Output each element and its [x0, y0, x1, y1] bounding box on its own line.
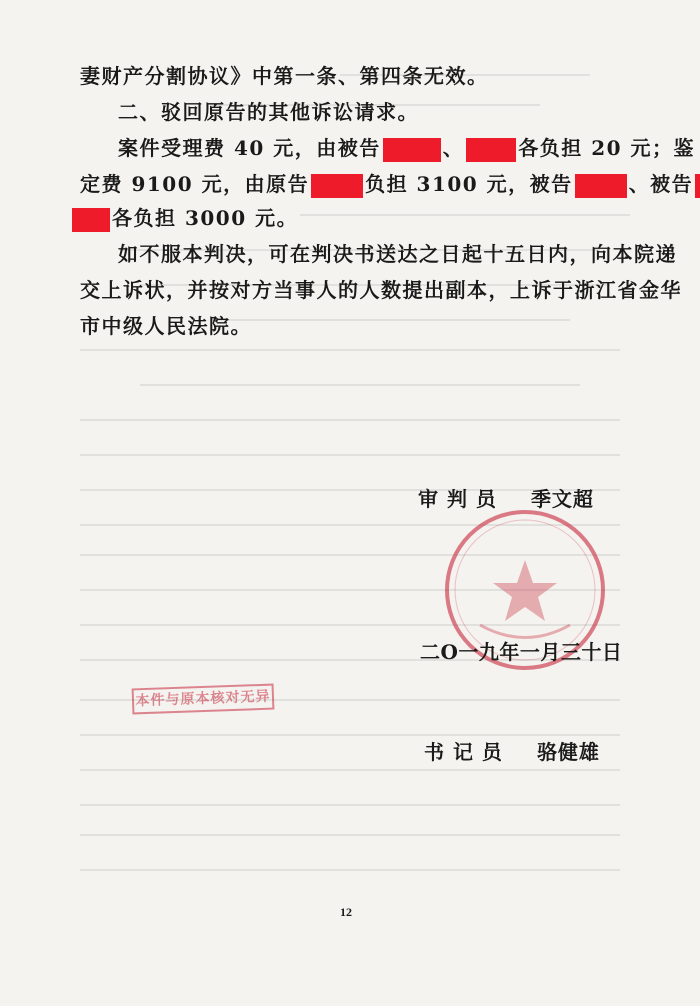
body-line-4-text-c: 、被告 — [628, 172, 694, 196]
judge-name: 季文超 — [530, 487, 594, 511]
body-line-8: 市中级人民法院。 — [80, 314, 252, 338]
body-line-5-text: 各负担 3000 元。 — [112, 206, 299, 230]
body-line-3 — [118, 134, 695, 162]
clerk-role: 书 记 员 — [424, 740, 503, 764]
redaction-box — [466, 138, 516, 162]
clerk-signature — [424, 736, 600, 765]
judge-signature — [418, 483, 594, 512]
body-line-1: 妻财产分割协议》中第一条、第四条无效。 — [80, 64, 489, 88]
redaction-box — [383, 138, 441, 162]
redaction-box — [72, 208, 110, 232]
redaction-box — [311, 174, 363, 198]
clerk-name: 骆健雄 — [536, 740, 600, 764]
redaction-box — [575, 174, 627, 198]
body-line-3-text-b: 、 — [442, 136, 465, 160]
judge-role: 审 判 员 — [418, 487, 497, 511]
body-line-7: 交上诉状，并按对方当事人的人数提出副本，上诉于浙江省金华 — [80, 278, 682, 302]
body-line-4 — [80, 170, 700, 198]
page-number: 12 — [340, 905, 352, 919]
body-line-5 — [70, 204, 298, 232]
body-line-3-text-c: 各负担 20 元；鉴 — [518, 136, 696, 160]
body-line-6: 如不服本判决，可在判决书送达之日起十五日内，向本院递 — [118, 242, 677, 266]
redaction-box — [695, 174, 700, 198]
body-line-4-text-b: 负担 3100 元，被告 — [365, 172, 573, 196]
verification-stamp: 本件与原本核对无异 — [132, 684, 275, 715]
judgment-date: 二O一九年一月三十日 — [420, 640, 623, 664]
body-line-4-text-a: 定费 9100 元，由原告 — [80, 172, 310, 196]
body-line-3-text-a: 案件受理费 40 元，由被告 — [118, 136, 381, 160]
body-line-2: 二、驳回原告的其他诉讼请求。 — [118, 100, 419, 124]
